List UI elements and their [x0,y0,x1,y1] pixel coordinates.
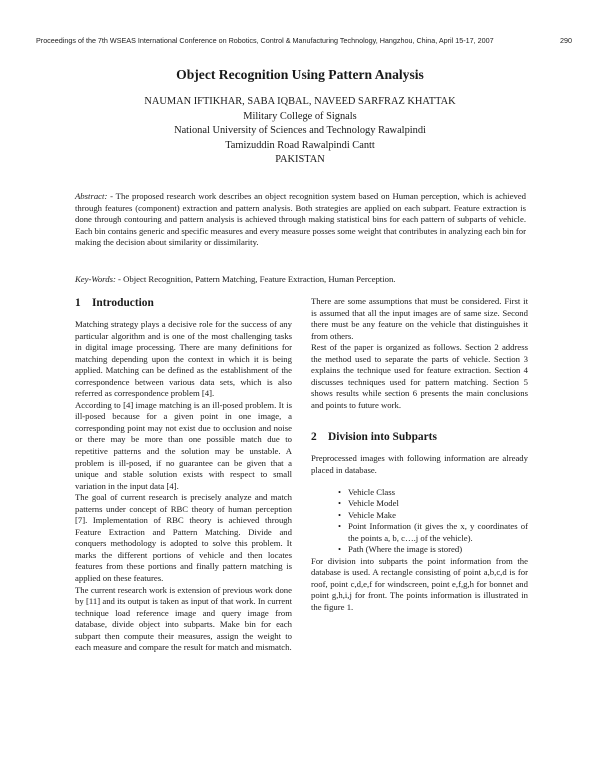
author-block [0,95,600,168]
section-heading-division [311,430,528,444]
abstract-label: Abstract: - [75,191,114,201]
bullet-icon: • [338,486,342,497]
section-number: 2 [311,431,317,444]
section-number: 1 [75,297,81,309]
page-number: 290 [560,36,572,45]
list-item: • Vehicle Model [338,498,399,509]
right-column [311,296,528,614]
intro-paragraph-1: Matching strategy plays a decisive role for the success of any particular algorithm and is one of the most challenging tasks in digital image processing. There are many definitions for matching depending upon the context in which it is being applied. Matching can be defined as the establishment of the correspondence between various data sets, which is also referred as correspondence problem [4]. [75,319,292,399]
list-item: • Vehicle Make [338,509,397,520]
keywords-text: Object Recognition, Pattern Matching, Feature Extraction, Human Perception. [123,274,396,284]
section-title: Introduction [92,297,154,309]
bullet-icon: • [338,498,342,509]
left-column [75,296,292,654]
section-heading-introduction [75,296,292,310]
affiliation-address: Tamizuddin Road Rawalpindi Cantt [225,139,375,151]
list-item: • Vehicle Class [338,486,396,497]
intro-paragraph-6: Rest of the paper is organized as follows. Section 2 address the method used to separate the parts of vehicle. Section 3 explains the technique used for feature extraction. Section 4 discusses techniques used for pattern matching. Section 5 shows results while section 6 presents the main conclusions and points to future work. [311,342,528,410]
paper-title: Object Recognition Using Pattern Analysis [176,67,424,82]
keywords [75,274,526,286]
bullet-icon: • [338,521,342,532]
list-item: • Path (Where the image is stored) [338,544,463,555]
database-fields-list [311,487,528,556]
bullet-icon: • [338,544,342,555]
running-header-text: Proceedings of the 7th WSEAS International Conference on Robotics, Control & Manufacturing Technology, Hangzhou, China, April 15-17, 2007 [36,36,494,45]
affiliation-country: PAKISTAN [275,154,325,165]
running-header [36,36,572,46]
keywords-label: Key-Words: - [75,274,121,284]
section-title: Division into Subparts [328,431,437,444]
author-names: NAUMAN IFTIKHAR, SABA IQBAL, NAVEED SARFRAZ KHATTAK [144,96,456,107]
intro-paragraph-3: The goal of current research is precisely analyze and match patterns under concept of RBC theory of human perception [7]. Implementation of RBC theory is achieved through Feature Extraction and Pattern Matching. Divide and conquers methodology is adopted to solve this problem. It marks the different portions of vehicle and then locates features from these portions and finally pattern matching is applied on these features. [75,492,292,584]
abstract-text: The proposed research work describes an object recognition system based on Human perception, which is achieved through features (component) extraction and pattern analysis. Both strategies are applied on each subpart. Feature extraction is done through contouring and pattern analysis is achieved through making statistical bins for each pattern of subparts of vehicle. Each bin contains generic and specific measures and every measure posses some weight that contributes in analyzing each bin for making the decision about similarity or dissimilarity. [75,191,526,248]
intro-paragraph-2: According to [4] image matching is an ill-posed problem. It is ill-posed because for a given point in one image, a corresponding point may not exist due to occlusion and noise or there may be more than one possible match due to repetitive patterns and the solution may be unstable. A problem is ill-posed, if no guarantee can be given that a unique and stable solution exists with respect to small variation in the input data [4]. [75,399,292,491]
division-outro: For division into subparts the point information from the database is used. A rectangle consisting of point a,b,c,d is for roof, point c,d,e,f for windscreen, point e,f,g,h for bonnet and point g,h,i,j for front. The points information is illustrated in the figure 1. [311,555,528,613]
intro-paragraph-5: There are some assumptions that must be considered. First it is assumed that all the input images are of same size. Second there must be any feature on the vehicle that distinguishes it from others. [311,296,528,341]
affiliation-college: Military College of Signals [243,110,357,122]
affiliation-university: National University of Sciences and Technology Rawalpindi [174,125,426,136]
intro-paragraph-4: The current research work is extension of previous work done by [11] and its output is taken as input of that work. In current technique load reference image and query image from database, divide object into subparts. Make bin for each subpart then compute their measures, assign the weight to each measure and compare the result for match and mismatch. [75,584,292,653]
list-item: • Point Information (it gives the x, y coordinates of the points a, b, c….j of the vehicle). [338,521,528,543]
bullet-icon: • [338,509,342,520]
abstract [75,191,526,249]
division-intro: Preprocessed images with following information are already placed in database. [311,453,528,476]
